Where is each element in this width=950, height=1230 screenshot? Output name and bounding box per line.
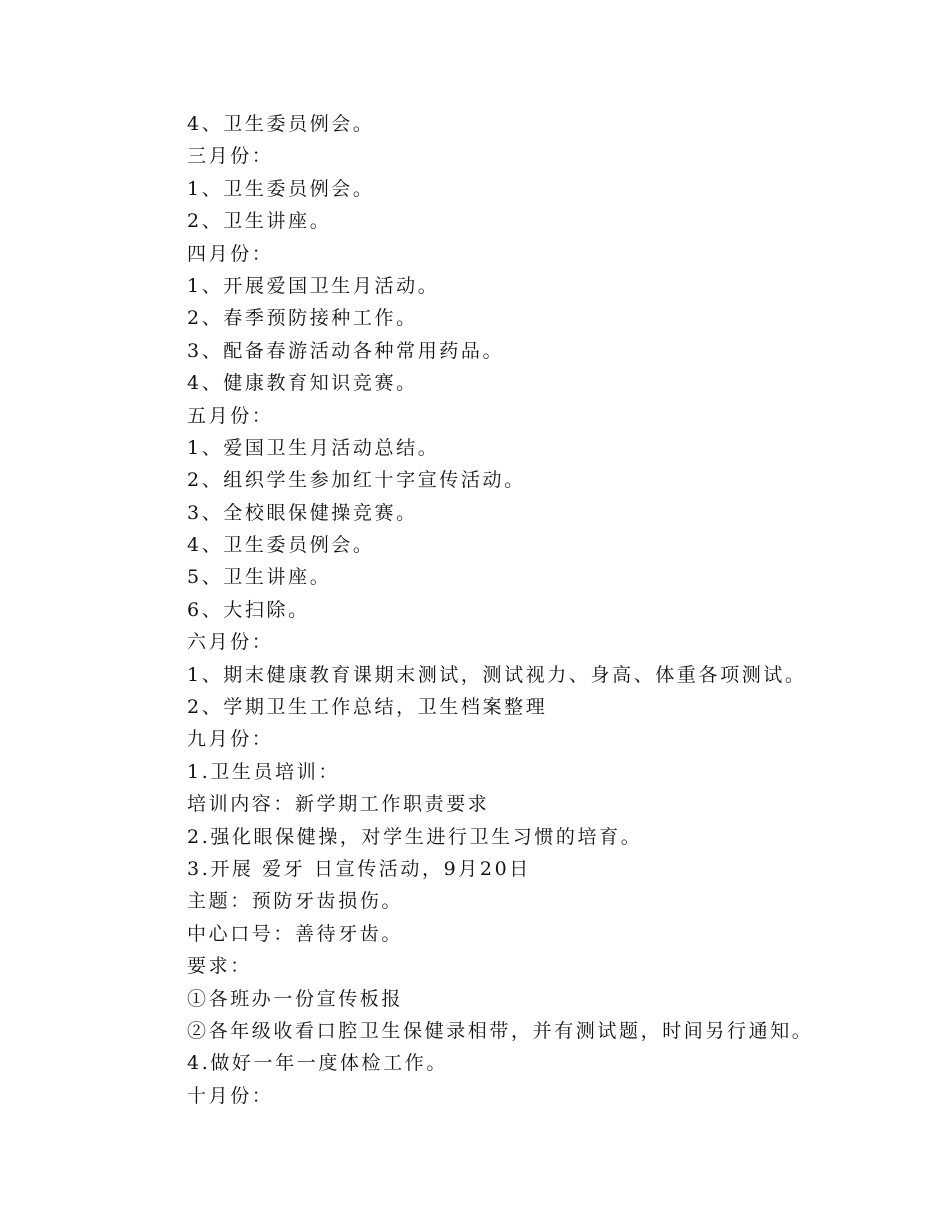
text-line: 2、学期卫生工作总结，卫生档案整理 (187, 696, 548, 719)
text-line: 4、健康教育知识竞赛。 (187, 372, 418, 395)
text-line: 4、卫生委员例会。 (187, 113, 375, 135)
text-line: 要求： (187, 955, 252, 978)
text-line: ①各班办一份宣传板报 (187, 987, 404, 1010)
text-line: 1、卫生委员例会。 (187, 177, 375, 200)
month-heading: 五月份： (187, 404, 274, 427)
text-line: 3、配备春游活动各种常用药品。 (187, 339, 505, 362)
text-line: 1、期末健康教育课期末测试，测试视力、身高、体重各项测试。 (187, 663, 807, 686)
text-line: 2、卫生讲座。 (187, 210, 332, 233)
text-line: 2.强化眼保健操，对学生进行卫生习惯的培育。 (187, 825, 643, 848)
text-line: 主题：预防牙齿损伤。 (187, 890, 404, 913)
text-line: 4、卫生委员例会。 (187, 534, 375, 557)
text-line: 培训内容：新学期工作职责要求 (187, 793, 490, 816)
text-line: 6、大扫除。 (187, 598, 310, 621)
text-line: 1、爱国卫生月活动总结。 (187, 436, 440, 459)
month-heading: 六月份： (187, 631, 274, 654)
text-line: 1、开展爱国卫生月活动。 (187, 274, 440, 297)
month-heading: 十月份： (187, 1084, 274, 1107)
document-body (187, 108, 907, 1112)
month-heading: 九月份： (187, 728, 274, 751)
month-heading: 四月份： (187, 242, 274, 265)
text-line: 2、组织学生参加红十字宣传活动。 (187, 469, 526, 492)
text-line: 1.卫生员培训： (187, 760, 340, 783)
text-line: 3、全校眼保健操竞赛。 (187, 501, 418, 524)
month-heading: 三月份： (187, 145, 274, 168)
text-line: 2、春季预防接种工作。 (187, 307, 418, 330)
text-line: 4.做好一年一度体检工作。 (187, 1052, 448, 1075)
text-line: 3.开展 爱牙 日宣传活动，9月20日 (187, 857, 531, 880)
text-line: ②各年级收看口腔卫生保健录相带，并有测试题，时间另行通知。 (187, 1019, 814, 1042)
text-line: 中心口号：善待牙齿。 (187, 922, 404, 945)
text-line: 5、卫生讲座。 (187, 566, 332, 589)
